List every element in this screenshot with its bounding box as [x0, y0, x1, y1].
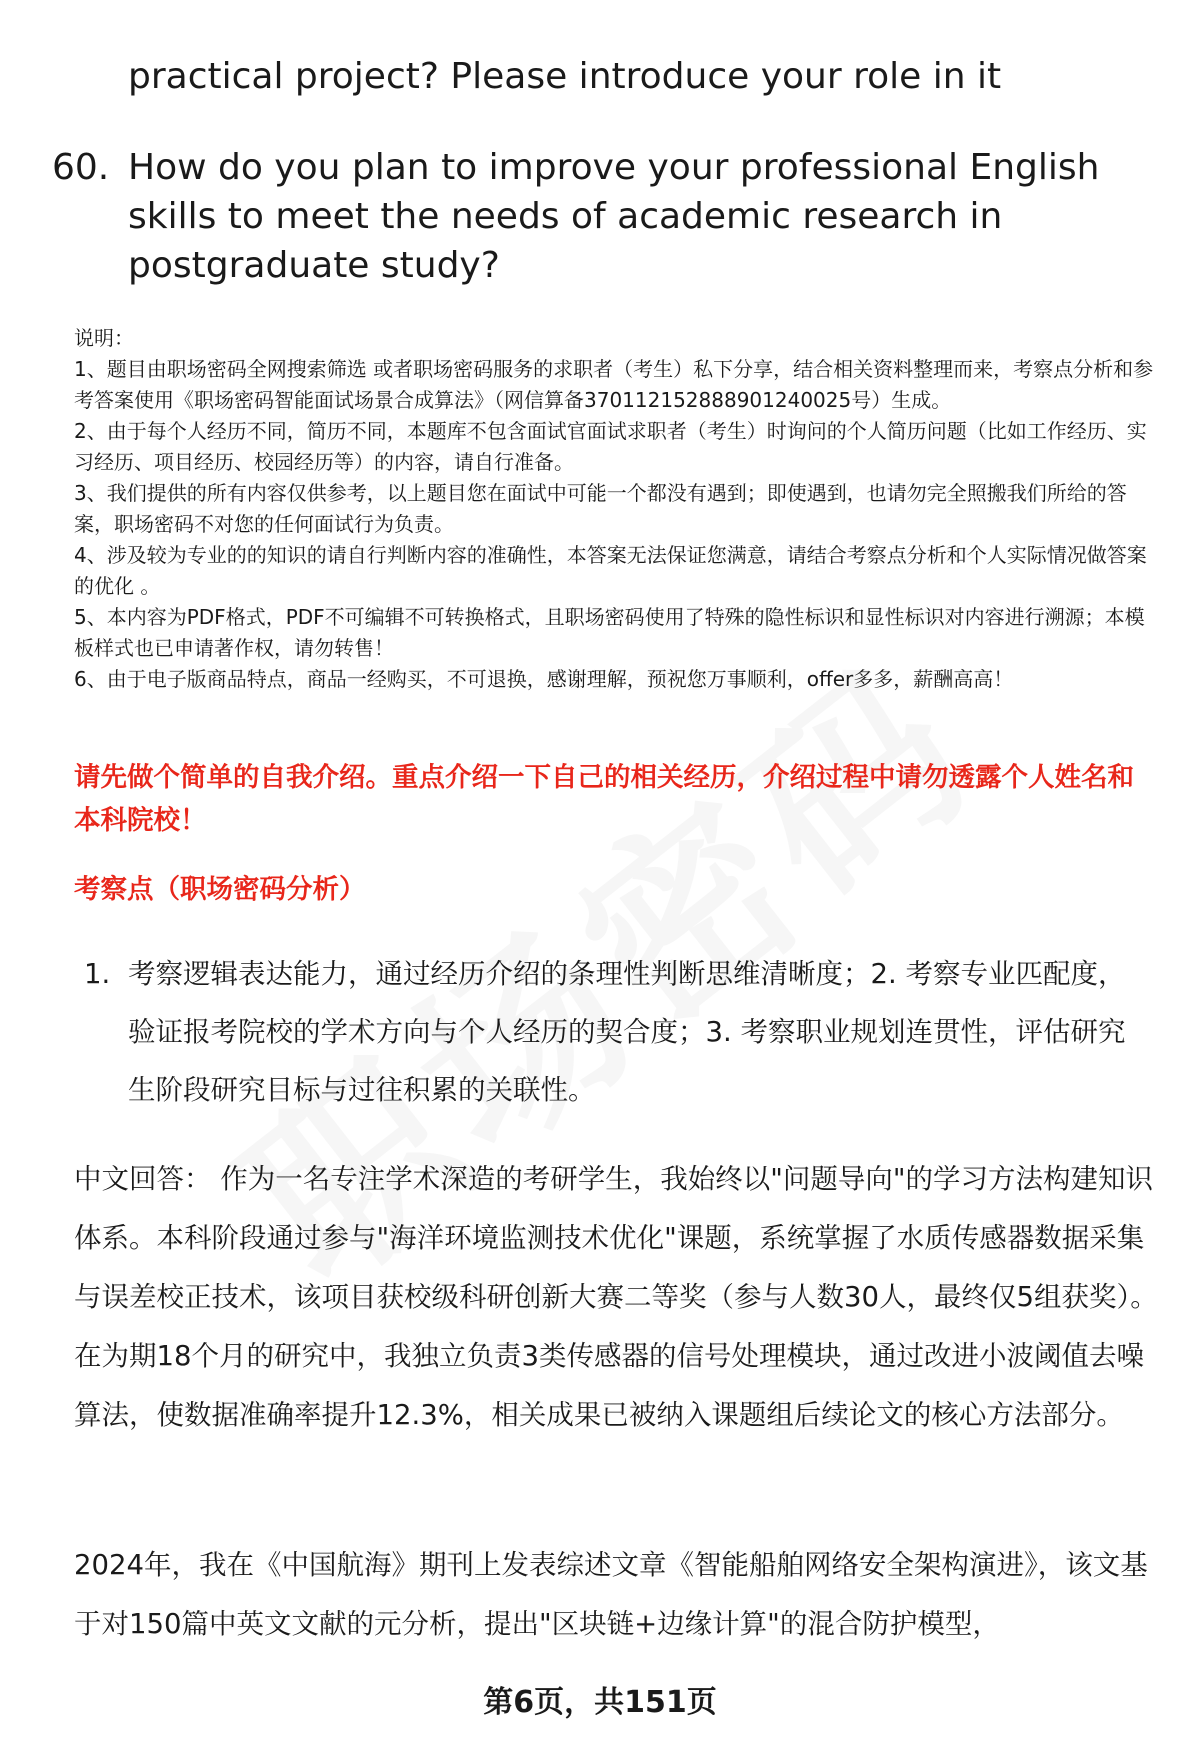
english-question-60 — [52, 143, 1132, 290]
note-item: 4、涉及较为专业的的知识的请自行判断内容的准确性，本答案无法保证您满意，请结合考察点分析和个人实际情况做答案的优化 。 — [74, 543, 1147, 598]
notes-block — [74, 323, 1164, 695]
question-number: 60. — [52, 147, 110, 188]
english-question-tail: practical project? Please introduce your role in it — [128, 56, 1002, 97]
answer-paragraph-1: 中文回答： 作为一名专注学术深造的考研学生，我始终以"问题导向"的学习方法构建知识体系。本科阶段通过参与"海洋环境监测技术优化"课题，系统掌握了水质传感器数据采集与误差校正技术，该项目获校级科研创新大赛二等奖（参与人数30人，最终仅5组获奖）。在为期18个月的研究中，我独立负责3类传感器的信号处理模块，通过改进小波阈值去噪算法，使数据准确率提升12.3%，相关成果已被纳入课题组后续论文的核心方法部分。 — [74, 1163, 1158, 1431]
interview-question: 请先做个简单的自我介绍。重点介绍一下自己的相关经历，介绍过程中请勿透露个人姓名和本科院校！ — [74, 762, 1134, 836]
analysis-text: 考察逻辑表达能力，通过经历介绍的条理性判断思维清晰度；2. 考察专业匹配度，验证报考院校的学术方向与个人经历的契合度；3. 考察职业规划连贯性，评估研究生阶段研究目标与过往积累的关联性。 — [128, 958, 1126, 1106]
analysis-number: 1. — [84, 958, 111, 990]
note-item: 2、由于每个人经历不同，简历不同，本题库不包含面试官面试求职者（考生）时询问的个人简历问题（比如工作经历、实习经历、项目经历、校园经历等）的内容，请自行准备。 — [74, 419, 1147, 474]
notes-title: 说明： — [74, 326, 134, 350]
page-footer: 第6页，共151页 — [483, 1685, 717, 1720]
analysis-points — [84, 945, 1164, 1119]
note-item: 6、由于电子版商品特点，商品一经购买，不可退换，感谢理解，预祝您万事顺利，offer多多，薪酬高高！ — [74, 667, 1014, 691]
english-question-continuation — [52, 52, 1132, 101]
answer-paragraph-2: 2024年，我在《中国航海》期刊上发表综述文章《智能船舶网络安全架构演进》，该文基于对150篇中英文文献的元分析，提出"区块链+边缘计算"的混合防护模型， — [74, 1549, 1148, 1640]
note-item: 3、我们提供的所有内容仅供参考，以上题目您在面试中可能一个都没有遇到；即使遇到，也请勿完全照搬我们所给的答案，职场密码不对您的任何面试行为负责。 — [74, 481, 1127, 536]
question-text: How do you plan to improve your professional English skills to meet the needs of academic research in postgraduate study? — [128, 147, 1100, 286]
analysis-heading: 考察点（职场密码分析） — [74, 874, 366, 905]
note-item: 5、本内容为PDF格式，PDF不可编辑不可转换格式，且职场密码使用了特殊的隐性标识和显性标识对内容进行溯源；本模板样式也已申请著作权，请勿转售！ — [74, 605, 1145, 660]
note-item: 1、题目由职场密码全网搜索筛选 或者职场密码服务的求职者（考生）私下分享，结合相关资料整理而来，考察点分析和参考答案使用《职场密码智能面试场景合成算法》（网信算备370112152888901240025号）生成。 — [74, 357, 1154, 412]
